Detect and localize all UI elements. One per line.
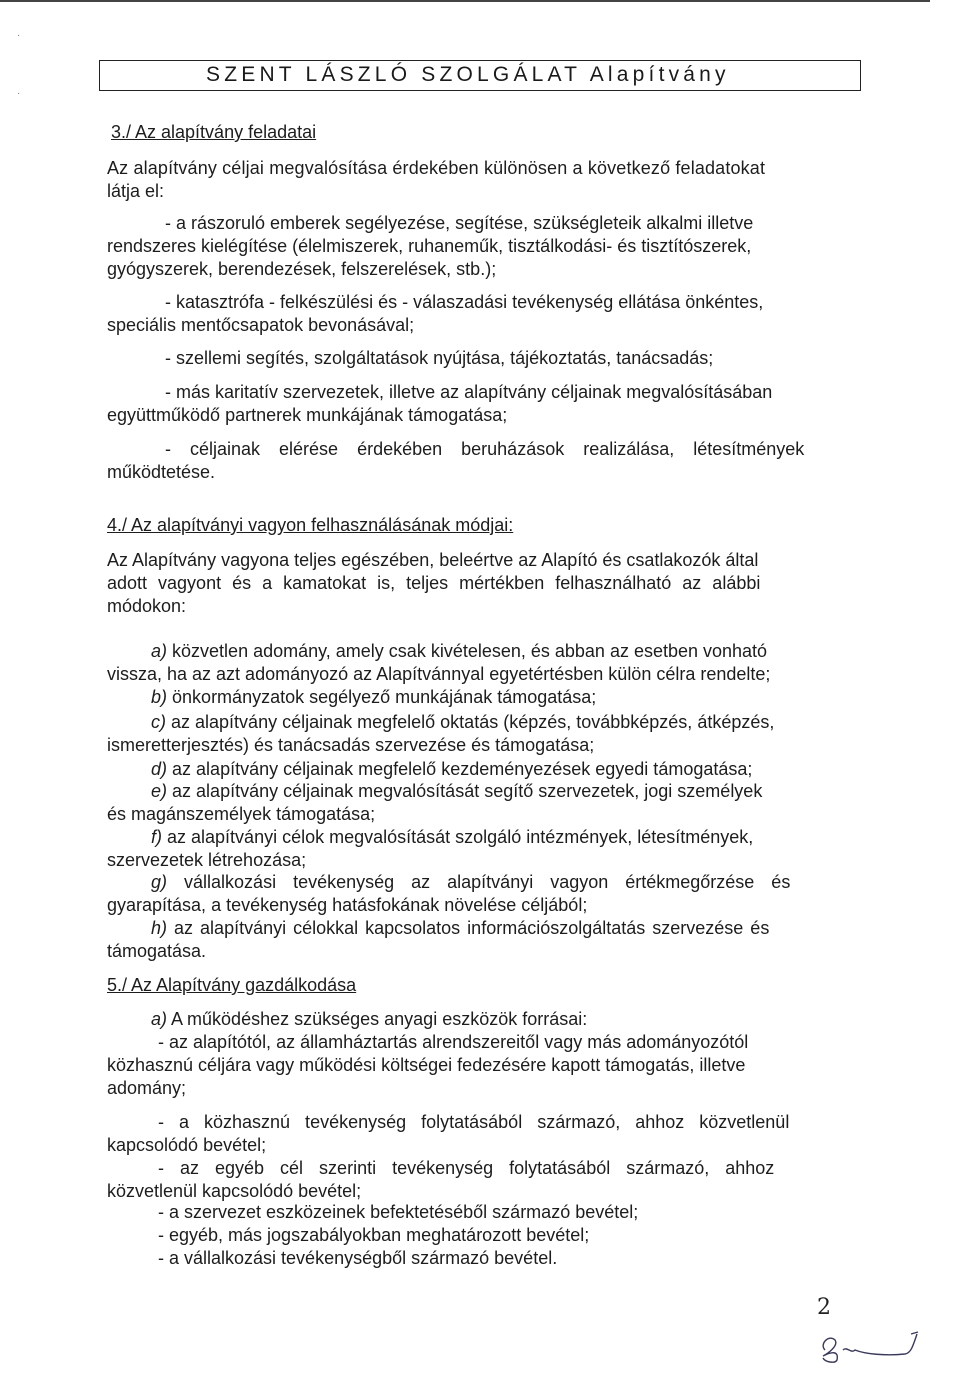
section4-intro-line: módokon: (107, 596, 187, 616)
section5-item-line: - a szervezet eszközeinek befektetéséből származó bevétel; (158, 1202, 639, 1222)
section3-item-line: működtetése. (107, 462, 216, 482)
section5-item-line: - egyéb, más jogszabályokban meghatározott bevétel; (158, 1225, 590, 1245)
section4-item-g (151, 871, 790, 894)
item-letter: e) (151, 781, 168, 801)
section3-item-line: - más karitatív szervezetek, illetve az alapítvány céljainak megvalósításában (165, 382, 773, 402)
header-box (99, 60, 861, 91)
item-text: az alapítvány céljainak megfelelő kezdeményezések egyedi támogatása; (172, 759, 753, 779)
section4-item-c (151, 711, 774, 734)
item-letter: b) (151, 687, 168, 707)
section4-item-line: támogatása. (107, 941, 207, 961)
section3-item-line: rendszeres kielégítése (élelmiszerek, ruhaneműk, tisztálkodási- és tisztítószerek, (107, 236, 752, 256)
header-title: SZENT LÁSZLÓ SZOLGÁLAT Alapítvány (206, 63, 730, 86)
section4-item-b (151, 686, 596, 709)
section4-item-a (151, 640, 767, 663)
section3-item-line: gyógyszerek, berendezések, felszerelések, stb.); (107, 259, 497, 279)
item-text: közvetlen adomány, amely csak kivételesen, és abban az esetben vonható (172, 641, 768, 661)
section4-intro-line: adott vagyont és a kamatokat is, teljes mértékben felhasználható az alábbi (107, 573, 761, 593)
item-letter: f) (151, 827, 162, 847)
item-text: önkormányzatok segélyező munkájának támogatása; (172, 687, 597, 707)
section4-intro-line: Az Alapítvány vagyona teljes egészében, beleértve az Alapító és csatlakozók által (107, 550, 759, 570)
item-letter: g) (151, 872, 168, 892)
section4-item-h (151, 917, 769, 940)
scan-speck: · (17, 88, 21, 99)
item-letter: d) (151, 759, 168, 779)
section5-item-line: - az egyéb cél szerinti tevékenység folytatásából származó, ahhoz (158, 1158, 775, 1178)
item-letter: h) (151, 918, 168, 938)
section4-item-d (151, 758, 752, 781)
section5-item-line: közvetlenül kapcsolódó bevétel; (107, 1181, 362, 1201)
section4-item-line: vissza, ha az azt adományozó az Alapítvánnyal egyetértésben külön célra rendelte; (107, 664, 771, 684)
section3-item-line: - céljainak elérése érdekében beruházások realizálása, létesítmények (165, 439, 805, 459)
section5-item-line: - az alapítótól, az államháztartás alrendszereitől vagy más adományozótól (158, 1032, 749, 1052)
section4-item-line: ismeretterjesztés) és tanácsadás szervezése és támogatása; (107, 735, 595, 755)
section5-item-line: - a vállalkozási tevékenységből származó bevétel. (158, 1248, 558, 1268)
section3-item-line: - szellemi segítés, szolgáltatások nyújtása, tájékoztatás, tanácsadás; (165, 348, 714, 368)
section4-item-line: és magánszemélyek támogatása; (107, 804, 376, 824)
item-letter: a) (151, 641, 168, 661)
section3-item-line: - katasztrófa - felkészülési és - válaszadási tevékenység ellátása önkéntes, (165, 292, 764, 312)
section3-item-line: együttműködő partnerek munkájának támogatása; (107, 405, 508, 425)
handwritten-signature (815, 1320, 925, 1365)
item-letter: a) (151, 1009, 168, 1029)
section5-sub-a (151, 1008, 587, 1031)
section5-item-line: - a közhasznú tevékenység folytatásából származó, ahhoz közvetlenül (158, 1112, 790, 1132)
item-text: az alapítvány céljainak megvalósítását segítő szervezetek, jogi személyek (172, 781, 763, 801)
section3-intro-line: látja el: (107, 181, 165, 201)
page-number: 2 (817, 1295, 831, 1320)
item-text: vállalkozási tevékenység az alapítványi vagyon értékmegőrzése és (184, 872, 791, 892)
item-text: az alapítványi célokkal kapcsolatos információszolgáltatás szervezése és (174, 918, 770, 938)
top-scan-line (0, 0, 930, 2)
section3-item-line: - a rászoruló emberek segélyezése, segítése, szükségleteik alkalmi illetve (165, 213, 754, 233)
section5-item-line: közhasznú céljára vagy működési költségei fedezésére kapott támogatás, illetve (107, 1055, 746, 1075)
item-text: A működéshez szükséges anyagi eszközök forrásai: (171, 1009, 588, 1029)
section5-item-line: kapcsolódó bevétel; (107, 1135, 267, 1155)
section4-item-line: gyarapítása, a tevékenység hatásfokának növelése céljából; (107, 895, 588, 915)
section4-heading: 4./ Az alapítványi vagyon felhasználásának módjai: (107, 515, 514, 535)
item-letter: c) (151, 712, 166, 732)
item-text: az alapítvány céljainak megfelelő oktatás (képzés, továbbképzés, átképzés, (171, 712, 775, 732)
section3-heading: 3./ Az alapítvány feladatai (111, 122, 317, 142)
section4-item-e (151, 780, 762, 803)
section5-item-line: adomány; (107, 1078, 187, 1098)
item-text: az alapítványi célok megvalósítását szolgáló intézmények, létesítmények, (167, 827, 754, 847)
scan-speck: · (17, 30, 21, 41)
section5-heading: 5./ Az Alapítvány gazdálkodása (107, 975, 357, 995)
section4-item-f (151, 826, 753, 849)
section4-item-line: szervezetek létrehozása; (107, 850, 307, 870)
section3-intro-line: Az alapítvány céljai megvalósítása érdekében különösen a következő feladatokat (107, 158, 766, 178)
section3-item-line: speciális mentőcsapatok bevonásával; (107, 315, 415, 335)
